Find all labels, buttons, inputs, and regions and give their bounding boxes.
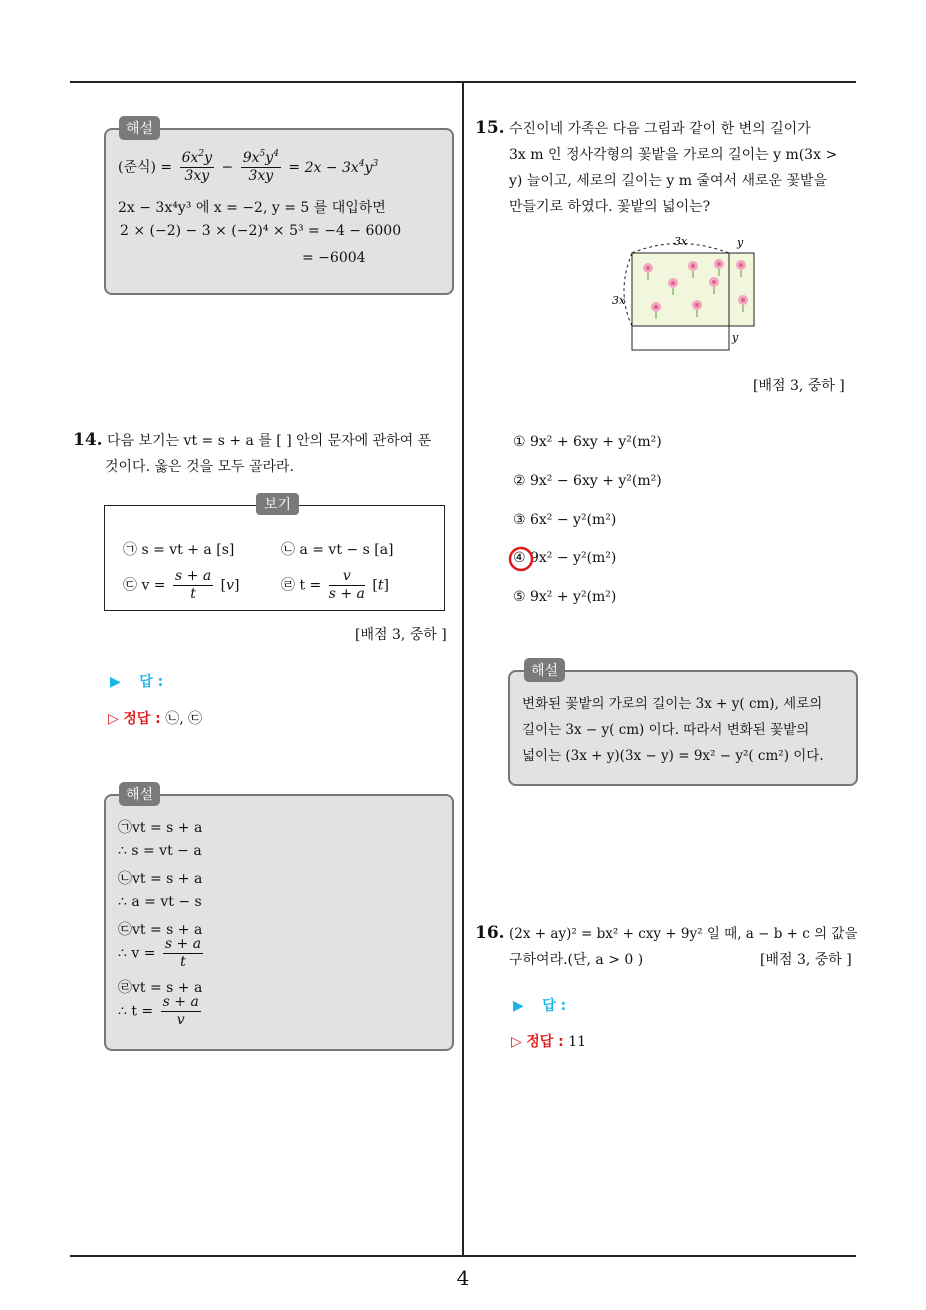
outline-arrow-icon: ▷: [511, 1034, 522, 1050]
question-15: [475, 115, 860, 220]
solution-line: ∴ a = vt − s: [118, 894, 202, 910]
score-label: [배점 3, 중하 ]: [760, 952, 852, 968]
question-text: 3x m 인 정사각형의 꽃밭을 가로의 길이는 y m(3x >: [509, 147, 838, 163]
answer-row: [513, 995, 566, 1015]
answer-circle-mark: [507, 545, 535, 573]
choice-4[interactable]: ④ 9x² − y²(m²): [513, 550, 617, 566]
correct-value: 11: [568, 1034, 587, 1050]
correct-row: [108, 708, 202, 728]
solution-line: 길이는 3x − y( cm) 이다. 따라서 변화된 꽃밭의: [522, 722, 810, 738]
example-item: ㉡ a = vt − s [a]: [281, 542, 394, 558]
bottom-rule: [70, 1255, 856, 1257]
solution-line: (준식) = $\frac{6x^2y}{3xy}$ − $\frac{9x^5y^4}{3xy}$ = $2x - 3x^4y^3$: [118, 149, 379, 184]
solution-tag: 해설: [524, 658, 565, 682]
question-text: (2x + ay)² = bx² + cxy + 9y² 일 때, a − b + c 의 값을: [509, 926, 858, 942]
answer-label: 답 :: [139, 674, 164, 690]
figure-label-3x-left: 3x: [612, 294, 626, 307]
solution-line: ∴ s = vt − a: [118, 843, 202, 859]
figure-label-y-top: y: [737, 236, 744, 249]
solution-line: 2x − 3x⁴y³ 에 x = −2, y = 5 를 대입하면: [118, 200, 386, 216]
choice-3[interactable]: ③ 6x² − y²(m²): [513, 512, 617, 528]
answer-label: 답 :: [542, 998, 567, 1014]
question-text: y) 늘이고, 세로의 길이는 y m 줄여서 새로운 꽃밭을: [509, 173, 828, 189]
solution-line: ㉣vt = s + a: [118, 980, 203, 996]
example-item: ㉣ t = $\frac{v}{s + a}$ [t]: [281, 568, 389, 602]
question-text: 만들기로 하였다. 꽃밭의 넓이는?: [509, 199, 711, 215]
solution-tag: 해설: [119, 116, 160, 140]
correct-value: ㉡, ㉢: [165, 711, 203, 727]
example-tag: 보기: [256, 493, 299, 515]
correct-label: 정답 :: [123, 711, 161, 727]
question-text: 구하여라.(단, a > 0 ): [509, 952, 644, 968]
page-number: 4: [456, 1266, 470, 1290]
solution-line: ㉡vt = s + a: [118, 871, 203, 887]
solution-line: 변화된 꽃밭의 가로의 길이는 3x + y( cm), 세로의: [522, 696, 823, 712]
choice-5[interactable]: ⑤ 9x² + y²(m²): [513, 589, 617, 605]
question-number: 16.: [475, 923, 505, 943]
example-item: ㉢ v = $\frac{s + a}{t}$ [v]: [123, 568, 240, 602]
figure-label-y-bottom: y: [732, 331, 739, 344]
solution-line: 2 × (−2) − 3 × (−2)⁴ × 5³ = −4 − 6000: [120, 223, 402, 239]
example-item: ㉠ s = vt + a [s]: [123, 542, 235, 558]
solution-line: 넓이는 (3x + y)(3x − y) = 9x² − y²( cm²) 이다.: [522, 748, 824, 764]
figure-label-3x-top: 3x: [674, 235, 688, 248]
score-label: [배점 3, 중하 ]: [355, 627, 447, 643]
solution-line: ㉠vt = s + a: [118, 820, 203, 836]
score-label: [배점 3, 중하 ]: [753, 378, 845, 394]
solution-line: ∴ v = $\frac{s + a}{t}$: [118, 936, 202, 970]
play-icon: ▶: [513, 998, 524, 1014]
solution-line: ㉢vt = s + a: [118, 922, 203, 938]
question-number: 14.: [73, 430, 103, 450]
solution-line: = −6004: [302, 250, 366, 266]
question-text: 수진이네 가족은 다음 그림과 같이 한 변의 길이가: [509, 121, 811, 137]
choice-2[interactable]: ② 9x² − 6xy + y²(m²): [513, 473, 662, 489]
answer-row: [110, 671, 163, 691]
correct-label: 정답 :: [526, 1034, 564, 1050]
question-number: 15.: [475, 118, 505, 138]
column-divider: [462, 83, 464, 1255]
choice-1[interactable]: ① 9x² + 6xy + y²(m²): [513, 434, 662, 450]
correct-row: [511, 1031, 586, 1051]
question-text: 다음 보기는 vt = s + a 를 [ ] 안의 문자에 관하여 푼: [107, 433, 432, 449]
outline-arrow-icon: ▷: [108, 711, 119, 727]
question-text: 것이다. 옳은 것을 모두 골라라.: [105, 459, 294, 475]
question-14: [73, 427, 458, 480]
flowerbed-figure: [608, 232, 768, 357]
solution-tag: 해설: [119, 782, 160, 806]
solution-line: ∴ t = $\frac{s + a}{v}$: [118, 994, 199, 1028]
play-icon: ▶: [110, 674, 121, 690]
